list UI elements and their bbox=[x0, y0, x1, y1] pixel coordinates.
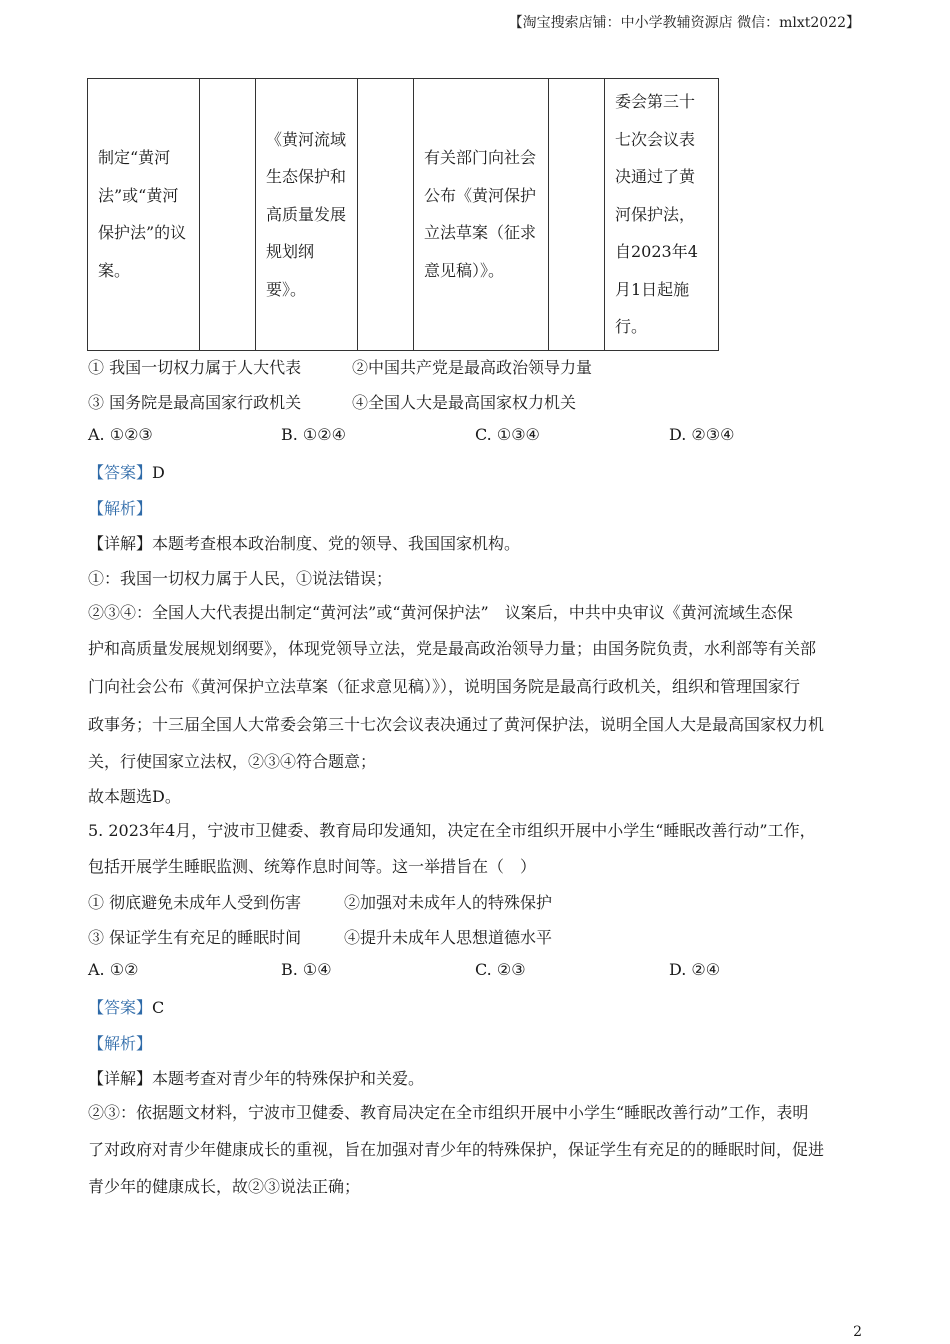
q5-stem-1: 5. 2023年4月，宁波市卫健委、教育局印发通知，决定在全市组织开展中小学生“睡眠改善行动”工作， bbox=[88, 821, 816, 840]
q4-detail-line: ②③④：全国人大代表提出制定“黄河法”或“黄河保护法” 议案后，中共中央审议《黄河流域生态保 bbox=[88, 603, 793, 622]
q5-statement-1: ① 彻底避免未成年人受到伤害 bbox=[88, 893, 302, 912]
q4-detail-line: 护和高质量发展规划纲要》，体现党领导立法，党是最高政治领导力量；由国务院负责，水利部等有关部 bbox=[88, 639, 817, 658]
table-cell bbox=[549, 79, 605, 351]
answer-value: D bbox=[152, 463, 165, 482]
q4-detail-line: 关，行使国家立法权，②③④符合题意； bbox=[88, 752, 377, 771]
q5-option-d: D. ②④ bbox=[669, 960, 721, 979]
page-number: 2 bbox=[853, 1324, 862, 1340]
q4-statement-4: ④全国人大是最高国家权力机关 bbox=[352, 393, 577, 412]
detail-intro: 本题考查对青少年的特殊保护和关爱。 bbox=[152, 1069, 425, 1088]
table-cell: 制定“黄河法”或“黄河保护法”的议案。 bbox=[88, 79, 200, 351]
q5-detail bbox=[88, 1066, 424, 1089]
q5-detail-line: ②③：依据题文材料，宁波市卫健委、教育局决定在全市组织开展中小学生“睡眠改善行动”工作，表明 bbox=[88, 1103, 809, 1122]
q5-analysis-tag: 【解析】 bbox=[88, 1034, 153, 1053]
q4-option-b: B. ①②④ bbox=[281, 425, 346, 444]
q5-answer bbox=[88, 995, 164, 1018]
q4-detail-line: 故本题选D。 bbox=[88, 787, 181, 806]
q5-option-a: A. ①② bbox=[88, 960, 139, 979]
q4-option-a: A. ①②③ bbox=[88, 425, 153, 444]
q4-option-d: D. ②③④ bbox=[669, 425, 735, 444]
q5-statement-2: ②加强对未成年人的特殊保护 bbox=[344, 893, 553, 912]
q4-answer bbox=[88, 460, 165, 483]
answer-tag: 【答案】 bbox=[88, 998, 153, 1017]
detail-intro: 本题考查根本政治制度、党的领导、我国国家机构。 bbox=[152, 534, 521, 553]
q5-detail-line: 青少年的健康成长，故②③说法正确； bbox=[88, 1177, 361, 1196]
q4-option-c: C. ①③④ bbox=[475, 425, 540, 444]
q5-option-c: C. ②③ bbox=[475, 960, 526, 979]
table-cell: 《黄河流域生态保护和高质量发展规划纲要》。 bbox=[256, 79, 358, 351]
q4-detail-line: 政事务；十三届全国人大常委会第三十七次会议表决通过了黄河保护法，说明全国人大是最高国家权力机 bbox=[88, 715, 825, 734]
q4-statement-2: ②中国共产党是最高政治领导力量 bbox=[352, 358, 593, 377]
q4-analysis-tag: 【解析】 bbox=[88, 499, 153, 518]
detail-tag: 【详解】 bbox=[88, 534, 153, 553]
q5-stem-2: 包括开展学生睡眠监测、统筹作息时间等。这一举措旨在（ ） bbox=[88, 857, 537, 876]
q5-option-b: B. ①④ bbox=[281, 960, 332, 979]
q4-detail bbox=[88, 531, 520, 554]
q4-statement-1: ① 我国一切权力属于人大代表 bbox=[88, 358, 302, 377]
table-row bbox=[88, 79, 719, 351]
answer-value: C bbox=[152, 998, 165, 1017]
q4-detail-line: 门向社会公布《黄河保护立法草案（征求意见稿）》），说明国务院是最高行政机关，组织和管理国家行 bbox=[88, 677, 801, 696]
q5-statement-3: ③ 保证学生有充足的睡眠时间 bbox=[88, 928, 302, 947]
q5-statement-4: ④提升未成年人思想道德水平 bbox=[344, 928, 553, 947]
q4-detail-line: ①：我国一切权力属于人民，①说法错误； bbox=[88, 569, 393, 588]
table-cell bbox=[200, 79, 256, 351]
detail-tag: 【详解】 bbox=[88, 1069, 153, 1088]
table-cell: 委会第三十七次会议表决通过了黄河保护法，自2023年4月1日起施行。 bbox=[605, 79, 719, 351]
answer-tag: 【答案】 bbox=[88, 463, 153, 482]
q5-detail-line: 了对政府对青少年健康成长的重视，旨在加强对青少年的特殊保护，保证学生有充足的的睡眠时间，促进 bbox=[88, 1140, 825, 1159]
material-table bbox=[87, 78, 719, 351]
page-header: 【淘宝搜索店铺：中小学教辅资源店 微信：mlxt2022】 bbox=[508, 15, 860, 31]
q4-statement-3: ③ 国务院是最高国家行政机关 bbox=[88, 393, 302, 412]
table-cell: 有关部门向社会公布《黄河保护立法草案（征求意见稿）》。 bbox=[414, 79, 549, 351]
table-cell bbox=[358, 79, 414, 351]
